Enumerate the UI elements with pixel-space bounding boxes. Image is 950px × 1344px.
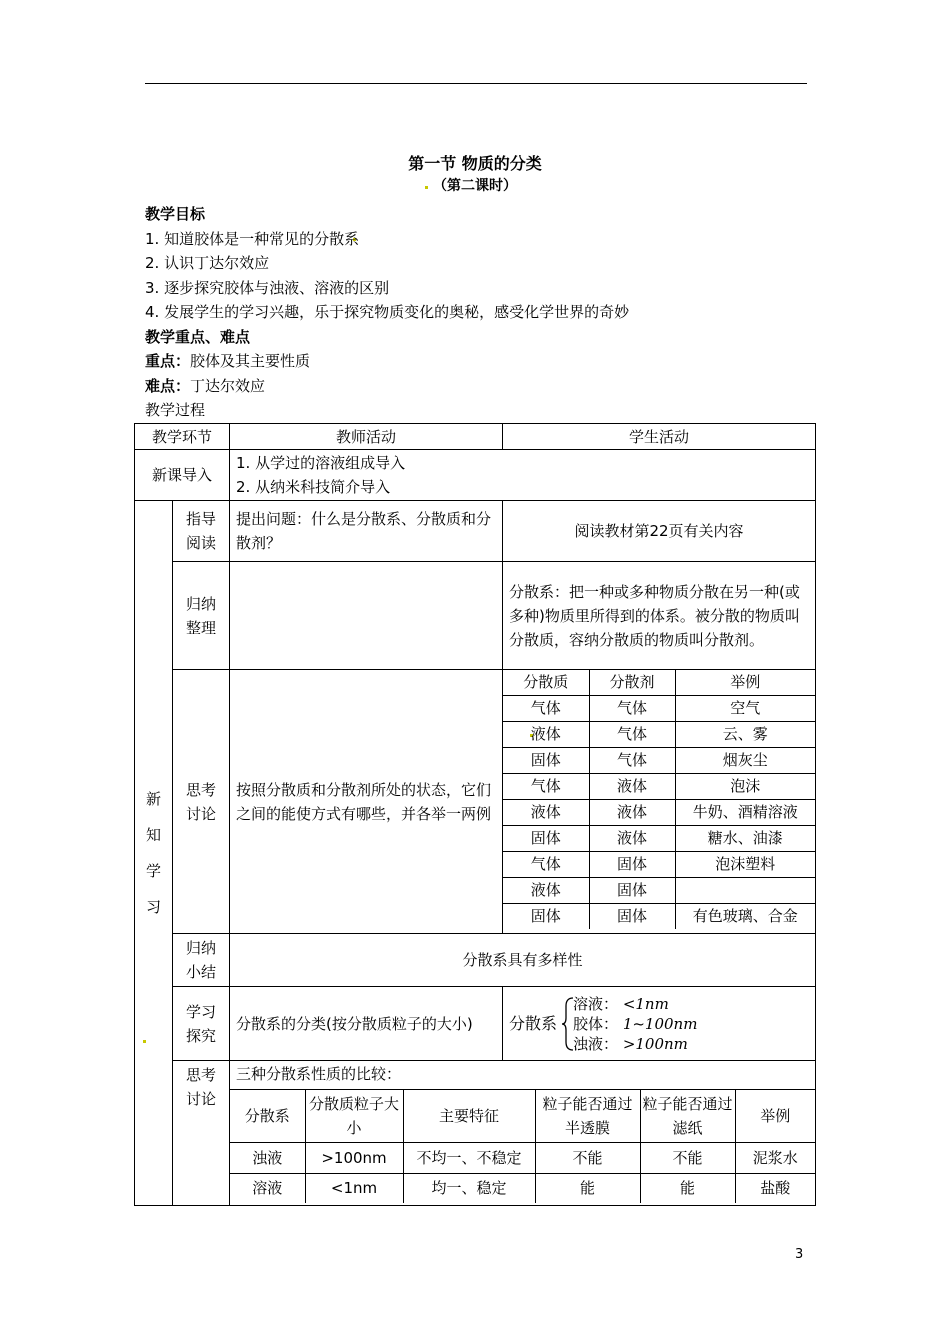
- reading-stage: 指导阅读: [173, 501, 230, 562]
- lesson-title: 第一节 物质的分类: [408, 154, 542, 173]
- section-char: 知: [145, 826, 161, 844]
- comparison-intro: 三种分散系性质的比较：: [236, 1065, 402, 1083]
- col-header: 举例: [675, 670, 815, 696]
- table-cell: 泡沫: [675, 774, 815, 800]
- table-cell: 气体: [589, 722, 675, 748]
- discussion1-teacher: 按照分散质和分散剂所处的状态，它们之间的能使方式有哪些，并各举一两例: [230, 670, 503, 934]
- reading-teacher: 提出问题：什么是分散系、分散质和分散剂？: [230, 501, 503, 562]
- table-cell: 不均一、不稳定: [403, 1143, 535, 1174]
- branch-list: [573, 994, 697, 1054]
- table-cell: 不能: [535, 1143, 640, 1174]
- table-cell: 液体: [589, 800, 675, 826]
- table-cell: <1nm: [305, 1174, 403, 1203]
- table-cell: 固体: [589, 878, 675, 904]
- branch-range: <1nm: [622, 994, 669, 1013]
- classification-diagram: [503, 987, 816, 1061]
- col-header: 粒子能否通过滤纸: [640, 1090, 735, 1143]
- section-label: [135, 501, 173, 1206]
- reading-student: 阅读教材第22页有关内容: [503, 501, 816, 562]
- explore-teacher: 分散系的分类(按分散质粒子的大小): [230, 987, 503, 1061]
- key-label: 重点：: [145, 352, 191, 370]
- discussion2-stage: 思考讨论: [173, 1061, 230, 1206]
- header-teacher: 教师活动: [230, 424, 503, 450]
- table-cell: [675, 878, 815, 904]
- difficult-text: 丁达尔效应: [190, 376, 266, 395]
- table-cell: 液体: [503, 878, 589, 904]
- table-cell: >100nm: [305, 1143, 403, 1174]
- table-cell: 空气: [675, 696, 815, 722]
- summary1-stage: 归纳整理: [173, 562, 230, 670]
- col-header: 分散质粒子大小: [305, 1090, 403, 1143]
- table-cell: 泡沫塑料: [675, 852, 815, 878]
- diagram-root: 分散系: [509, 1013, 558, 1033]
- table-cell: 固体: [589, 904, 675, 930]
- intro-item: 1. 从学过的溶液组成导入: [236, 454, 406, 472]
- focus-heading: 教学重点、难点: [145, 327, 251, 346]
- table-cell: 浊液: [230, 1143, 305, 1174]
- discussion1-stage: 思考讨论: [173, 670, 230, 934]
- table-cell: 气体: [589, 696, 675, 722]
- table-cell: 不能: [640, 1143, 735, 1174]
- table-cell: 烟灰尘: [675, 748, 815, 774]
- col-header: 分散质: [503, 670, 589, 696]
- table-cell: 固体: [503, 904, 589, 930]
- branch-item: [573, 1034, 697, 1054]
- objective-item: 3. 逐步探究胶体与浊液、溶液的区别: [145, 278, 390, 297]
- objective-item: 1. 知道胶体是一种常见的分散系: [145, 229, 360, 248]
- classification-wrapper: [503, 994, 815, 1054]
- col-header: 主要特征: [403, 1090, 535, 1143]
- lesson-process-table: [134, 423, 816, 1206]
- table-cell: 牛奶、酒精溶液: [675, 800, 815, 826]
- table-cell: 固体: [503, 826, 589, 852]
- col-header: 粒子能否通过半透膜: [535, 1090, 640, 1143]
- lesson-subtitle: （第二课时）: [433, 178, 517, 194]
- objectives-heading: 教学目标: [145, 205, 206, 223]
- intro-item: 2. 从纳米科技简介导入: [236, 478, 391, 496]
- page-number: 3: [795, 1247, 804, 1262]
- table-cell: 液体: [503, 800, 589, 826]
- header-student: 学生活动: [503, 424, 816, 450]
- comparison-table: [230, 1089, 815, 1203]
- dispersion-state-table: [503, 670, 815, 929]
- branch-item: [573, 1014, 697, 1034]
- summary2-stage: 归纳小结: [173, 934, 230, 987]
- difficult-point: [145, 374, 629, 399]
- table-cell: 泥浆水: [735, 1143, 815, 1174]
- process-heading: 教学过程: [145, 401, 206, 419]
- table-cell: 气体: [589, 748, 675, 774]
- table-cell: 盐酸: [735, 1174, 815, 1203]
- objective-item: 4. 发展学生的学习兴趣，乐于探究物质变化的奥秘，感受化学世界的奇妙: [145, 303, 630, 321]
- speck: [425, 186, 428, 189]
- section-char: 习: [145, 898, 161, 916]
- table-cell: 云、雾: [675, 722, 815, 748]
- branch-name: 胶体：: [573, 1014, 619, 1033]
- summary2-text: 分散系具有多样性: [230, 934, 816, 987]
- table-cell: 固体: [503, 748, 589, 774]
- section-char: 学: [145, 862, 161, 880]
- summary1-teacher: [230, 562, 503, 670]
- summary1-student: 分散系：把一种或多种物质分散在另一种(或多种)物质里所得到的体系。被分散的物质叫分散质，容纳分散质的物质叫分散剂。: [503, 562, 816, 670]
- intro-stage: 新课导入: [135, 450, 230, 501]
- dispersion-state-cell: [503, 670, 816, 934]
- table-cell: 固体: [589, 852, 675, 878]
- comparison-cell: [230, 1061, 816, 1206]
- col-header: 分散系: [230, 1090, 305, 1143]
- branch-item: [573, 994, 697, 1014]
- difficult-label: 难点：: [145, 376, 191, 395]
- table-cell: 气体: [503, 774, 589, 800]
- key-point: [145, 349, 629, 374]
- table-cell: 液体: [589, 826, 675, 852]
- header-stage: 教学环节: [135, 424, 230, 450]
- header-rule: [145, 83, 807, 84]
- col-header: 分散剂: [589, 670, 675, 696]
- key-text: 胶体及其主要性质: [190, 352, 311, 370]
- table-cell: 液体: [589, 774, 675, 800]
- table-cell: 糖水、油漆: [675, 826, 815, 852]
- table-cell: 液体: [503, 722, 589, 748]
- table-cell: 能: [640, 1174, 735, 1203]
- intro-section: [145, 202, 629, 423]
- section-char: 新: [145, 790, 161, 808]
- col-header: 举例: [735, 1090, 815, 1143]
- table-cell: 气体: [503, 852, 589, 878]
- explore-stage: 学习探究: [173, 987, 230, 1061]
- branch-range: >100nm: [622, 1034, 688, 1053]
- objective-item: 2. 认识丁达尔效应: [145, 254, 270, 272]
- branch-name: 溶液：: [573, 994, 619, 1013]
- table-cell: 有色玻璃、合金: [675, 904, 815, 930]
- branch-name: 浊液：: [573, 1034, 619, 1053]
- table-cell: 均一、稳定: [403, 1174, 535, 1203]
- intro-teacher: [230, 450, 816, 501]
- branch-range: 1~100nm: [622, 1014, 698, 1033]
- table-cell: 溶液: [230, 1174, 305, 1203]
- table-cell: 能: [535, 1174, 640, 1203]
- table-cell: 气体: [503, 696, 589, 722]
